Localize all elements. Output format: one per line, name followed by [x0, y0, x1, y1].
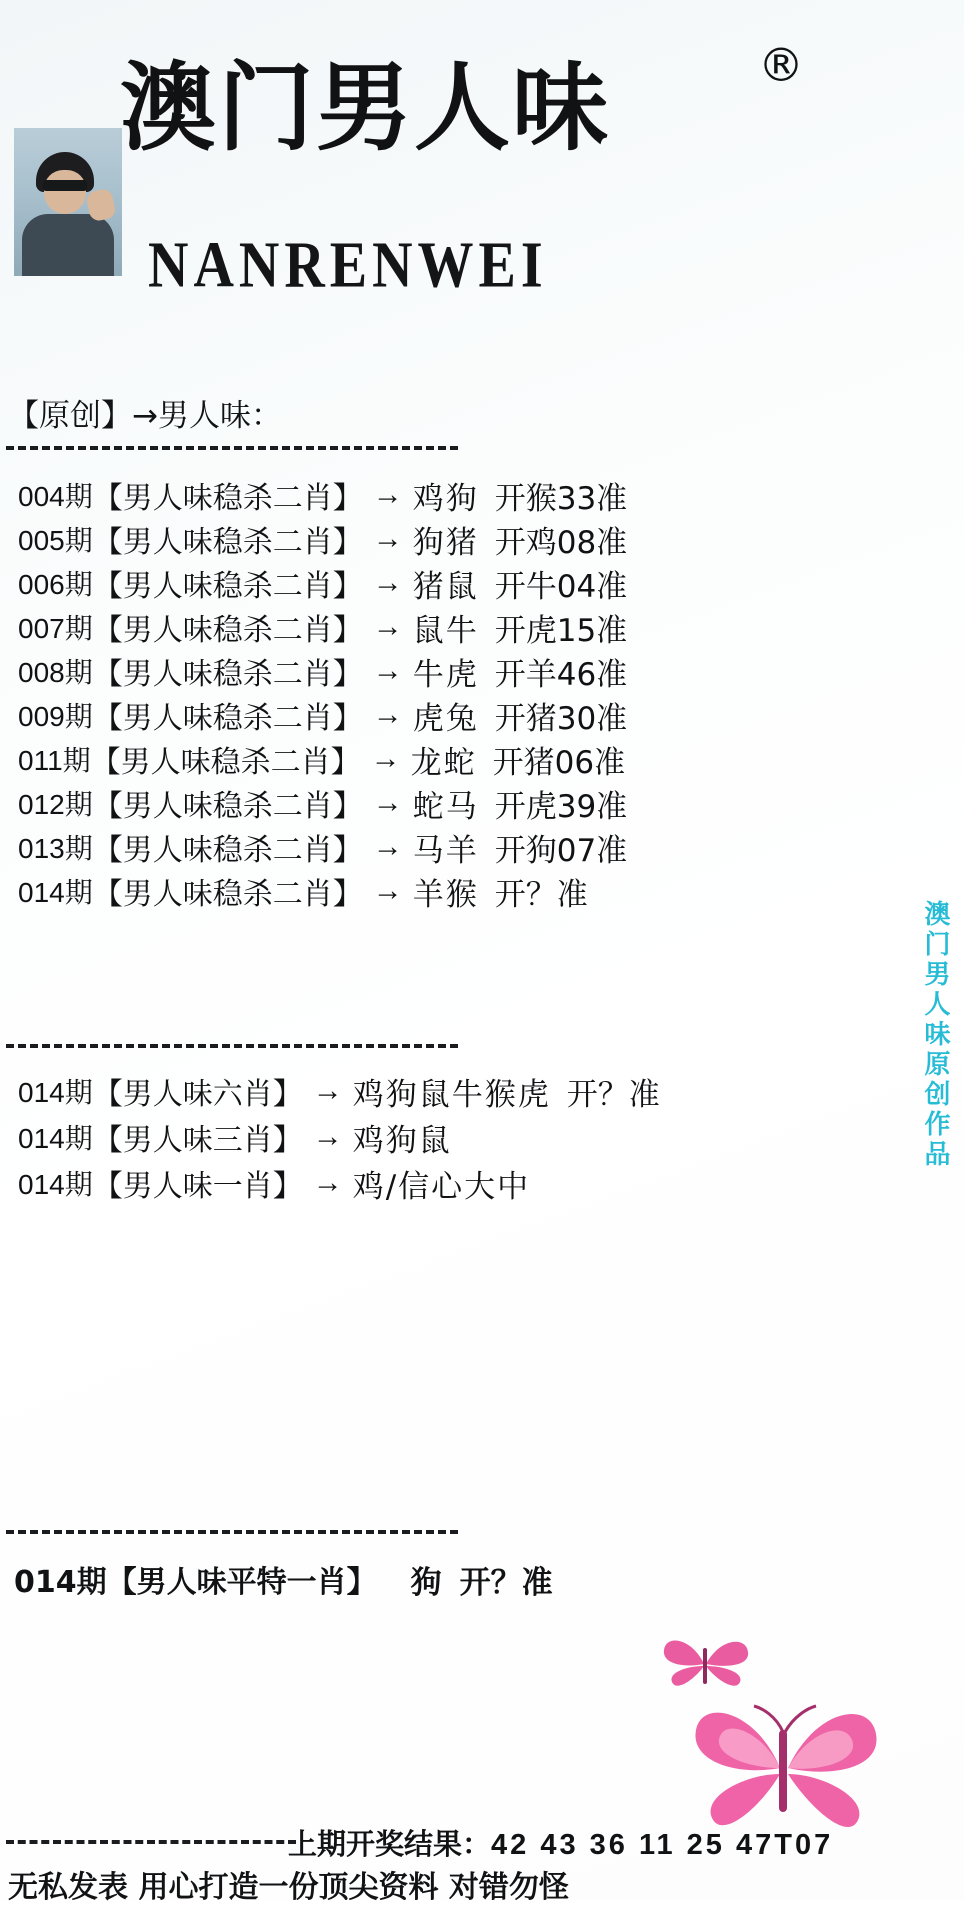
item-label: 【男人味稳杀二肖】: [92, 657, 363, 692]
list-item: [18, 1160, 938, 1206]
page-header: [0, 0, 964, 330]
item-label: 【男人味稳杀二肖】: [92, 525, 363, 560]
item-label: 【男人味平特一肖】: [106, 1565, 377, 1600]
arrow-icon: →: [372, 478, 403, 511]
item-label: 【男人味稳杀二肖】: [92, 569, 363, 604]
item-result: 开牛04准: [494, 568, 628, 605]
arrow-icon: →: [372, 566, 403, 599]
avatar-body: [22, 214, 114, 276]
arrow-icon: →: [312, 1166, 343, 1199]
issue-number: 014期: [18, 1123, 93, 1154]
item-picks: 鼠牛: [412, 612, 479, 649]
list-item: [18, 737, 938, 781]
item-picks: 蛇马: [412, 788, 479, 825]
arrow-icon: →: [372, 610, 403, 643]
arrow-icon: →: [312, 1074, 343, 1107]
arrow-icon: →: [370, 742, 401, 775]
list-item: [18, 605, 938, 649]
item-picks: 龙蛇: [410, 744, 477, 781]
divider-1: [6, 446, 458, 450]
avatar-face: [44, 170, 86, 214]
list-item: [18, 1114, 938, 1160]
item-result: 开猪30准: [494, 700, 628, 737]
arrow-icon: →: [372, 522, 403, 555]
item-picks: 猪鼠: [412, 568, 479, 605]
list-item: [14, 1556, 934, 1602]
arrow-icon: →: [372, 830, 403, 863]
previous-draw-result: [288, 1822, 833, 1863]
item-label: 【男人味稳杀二肖】: [92, 701, 363, 736]
brand-subtitle: NANRENWEI: [148, 228, 548, 302]
page-title: 澳门男人味: [120, 52, 610, 164]
item-label: 【男人味六肖】: [92, 1077, 303, 1112]
arrow-icon: →: [372, 874, 403, 907]
list-item: [18, 517, 938, 561]
list-item: [18, 693, 938, 737]
main-prediction-list: [18, 473, 938, 913]
issue-number: 005期: [18, 525, 93, 556]
issue-number: 013期: [18, 833, 93, 864]
item-result: 开猴33准: [494, 480, 628, 517]
item-result: 开虎39准: [494, 788, 628, 825]
footer-slogan: 无私发表 用心打造一份顶尖资料 对错勿怪: [8, 1870, 569, 1905]
arrow-icon: →: [312, 1120, 343, 1153]
section-title: 【原创】→男人味：: [8, 398, 282, 434]
issue-number: 004期: [18, 481, 93, 512]
registered-mark-icon: ®: [758, 38, 804, 92]
issue-number: 008期: [18, 657, 93, 688]
item-result: 开？准: [566, 1076, 660, 1113]
avatar: [14, 128, 122, 276]
item-picks: 鸡/信心大中: [352, 1168, 531, 1205]
item-result: 开狗07准: [494, 832, 628, 869]
item-picks: 鸡狗鼠: [352, 1122, 452, 1159]
list-item: [18, 1068, 938, 1114]
previous-draw-numbers: 42 43 36 11 25 47T07: [491, 1829, 834, 1861]
issue-number: 014期: [14, 1565, 107, 1600]
list-item: [18, 825, 938, 869]
secondary-prediction-list: [18, 1068, 938, 1206]
item-label: 【男人味稳杀二肖】: [92, 789, 363, 824]
list-item: [18, 473, 938, 517]
item-label: 【男人味稳杀二肖】: [92, 877, 363, 912]
issue-number: 007期: [18, 613, 93, 644]
special-prediction-list: [14, 1556, 934, 1602]
issue-number: 014期: [18, 1077, 93, 1108]
item-label: 【男人味稳杀二肖】: [92, 833, 363, 868]
item-picks: 马羊: [412, 832, 479, 869]
item-picks: 牛虎: [412, 656, 479, 693]
item-result: 开？准: [459, 1564, 553, 1601]
issue-number: 014期: [18, 1169, 93, 1200]
item-picks: 羊猴: [412, 876, 479, 913]
item-picks: 鸡狗: [412, 480, 479, 517]
issue-number: 009期: [18, 701, 93, 732]
item-label: 【男人味稳杀二肖】: [90, 745, 361, 780]
item-label: 【男人味三肖】: [92, 1123, 303, 1158]
divider-3: [6, 1530, 458, 1534]
sunglasses-icon: [43, 180, 87, 191]
item-result: 开鸡08准: [494, 524, 628, 561]
item-label: 【男人味稳杀二肖】: [92, 481, 363, 516]
list-item: [18, 781, 938, 825]
item-result: 开虎15准: [494, 612, 628, 649]
issue-number: 006期: [18, 569, 93, 600]
item-picks: 鸡狗鼠牛猴虎: [352, 1076, 551, 1113]
issue-number: 011期: [18, 745, 91, 776]
issue-number: 012期: [18, 789, 93, 820]
previous-draw-label: 上期开奖结果：: [288, 1827, 492, 1861]
item-picks: 狗: [410, 1564, 444, 1601]
item-result: 开猪06准: [492, 744, 626, 781]
arrow-icon: →: [372, 786, 403, 819]
divider-2: [6, 1044, 458, 1048]
list-item: [18, 561, 938, 605]
list-item: [18, 869, 938, 913]
arrow-icon: →: [372, 698, 403, 731]
arrow-icon: →: [372, 654, 403, 687]
list-item: [18, 649, 938, 693]
item-picks: 虎兔: [412, 700, 479, 737]
watermark-vertical-text: 澳门男人味原创作品: [920, 900, 950, 1170]
divider-4: [6, 1840, 296, 1844]
issue-number: 014期: [18, 877, 93, 908]
item-result: 开？准: [494, 876, 588, 913]
item-label: 【男人味稳杀二肖】: [92, 613, 363, 648]
item-label: 【男人味一肖】: [92, 1169, 303, 1204]
item-picks: 狗猪: [412, 524, 479, 561]
item-result: 开羊46准: [494, 656, 628, 693]
